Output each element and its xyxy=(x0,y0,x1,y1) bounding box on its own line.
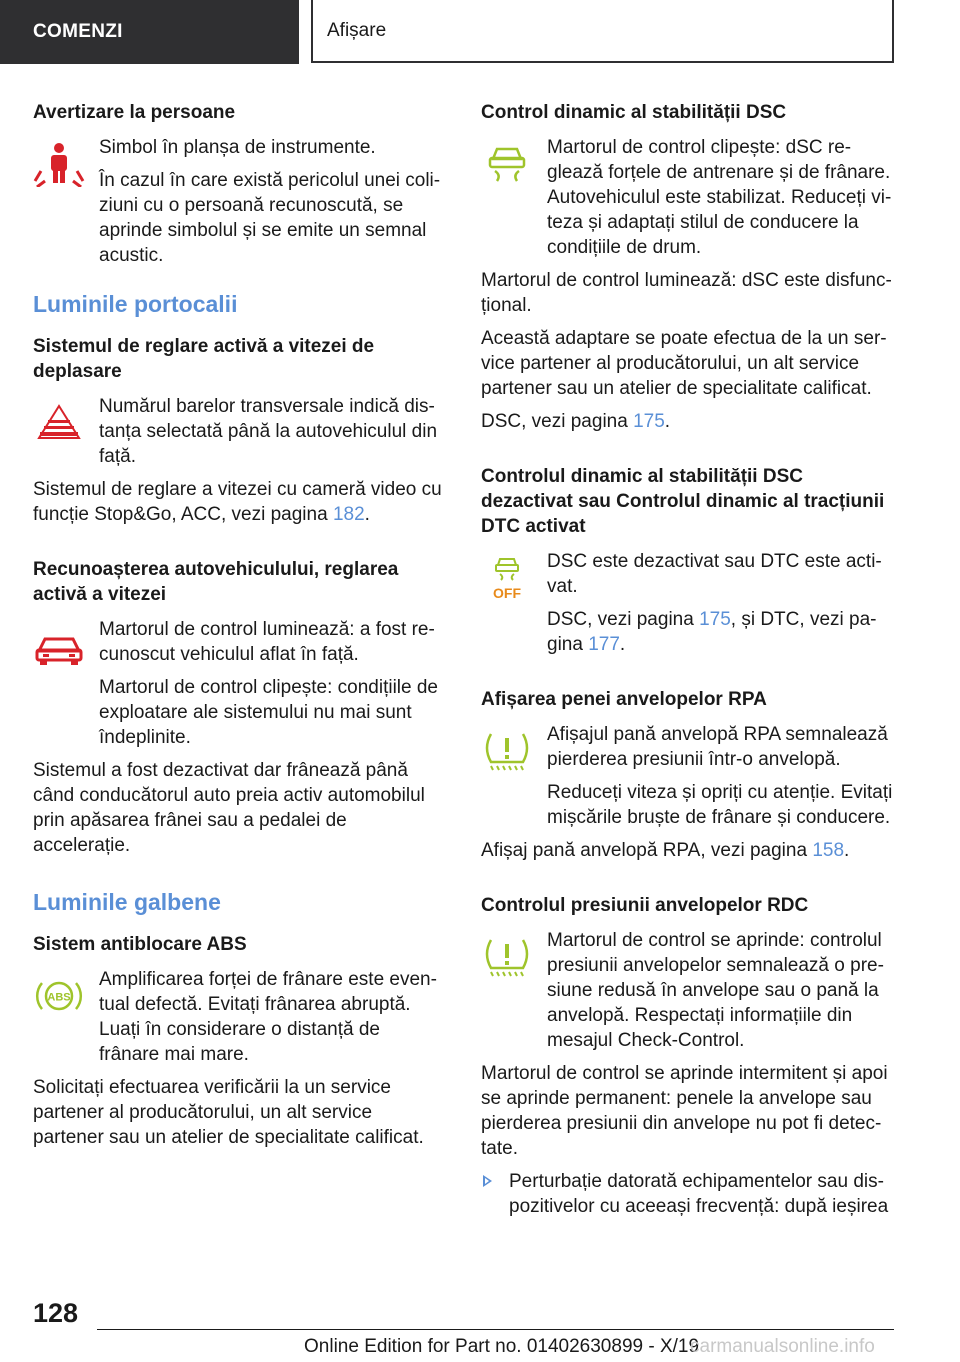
vehicle-title: Recunoașterea autovehiculului, reglarea activă a vitezei xyxy=(33,559,399,605)
acc-p2 xyxy=(33,477,443,527)
dsc-off-page-link-2[interactable]: 177 xyxy=(588,634,620,655)
dsc-p4-text: DSC, vezi pagina xyxy=(481,411,634,432)
dsc-off-p2-end: . xyxy=(619,634,626,655)
dsc-off-icon xyxy=(481,555,533,601)
dsc-off-p2b: , și DTC, vezi pagina xyxy=(547,609,877,655)
header-chapter-tab xyxy=(311,0,894,63)
rdc-bullet-text: Perturbație datorată echipamentelor sau dispozitivelor cu aceeași frecvență: după ieșirea xyxy=(509,1171,889,1217)
bullet-triangle-icon xyxy=(483,1175,492,1187)
rpa-p3-text: Afișaj pană anvelopă RPA, vezi pagina xyxy=(481,840,813,861)
dsc-p3: Această adaptare se poate efectua de la un service partener al producătorului, un alt service partener sau un atelier de specialitate calificat. xyxy=(481,328,887,399)
right-column xyxy=(481,100,897,1219)
acc-block xyxy=(33,394,443,469)
dsc-p2: Martorul de control luminează: dSC este disfuncțional. xyxy=(481,270,892,316)
dsc-icon xyxy=(481,141,533,187)
acc-p2-end: . xyxy=(364,504,370,525)
vehicle-detected-icon xyxy=(33,623,85,669)
abs-p2: Solicitați efectuarea verificării la un service partener al producătorului, un alt service partener sau un atelier de specialitate calificat. xyxy=(33,1077,424,1148)
pedestrian-p2 xyxy=(33,168,443,268)
dsc-p4-end: . xyxy=(664,411,671,432)
footer-rule xyxy=(97,1329,894,1330)
header-section: COMENZI xyxy=(33,21,123,42)
vehicle-block xyxy=(33,617,443,750)
vehicle-p2: Martorul de control clipește: condițiile de exploatare ale sistemului nu mai sunt îndeplinite. xyxy=(99,677,439,748)
acc-p1: Numărul barelor transversale indică distanța selectată până la autovehiculul din față. xyxy=(99,396,438,467)
rdc-bullet xyxy=(481,1169,897,1219)
rpa-p3-end: . xyxy=(844,840,850,861)
dsc-off-p1: DSC este dezactivat sau DTC este activat. xyxy=(547,551,882,597)
rdc-p2: Martorul de control se aprinde intermitent și apoi se aprinde permanent: penele la anvelope sau pierderea presiunii din anvelope nu pot fi detectate. xyxy=(481,1063,888,1159)
orange-lights-heading: Luminile portocalii xyxy=(33,291,238,317)
dsc-off-p2a: DSC, vezi pagina xyxy=(547,609,700,630)
rdc-p1: Martorul de control se aprinde: controlul presiunii anvelopelor semnalează o presiune redusă în anvelope sau o pană la anvelopă. Respectați informațiile din mesajul Check-Control. xyxy=(547,930,884,1051)
abs-p1: Amplificarea forței de frânare este eventual defectă. Evitați frânarea abruptă. Luați în considerare o distanță de frânare mai mare. xyxy=(99,969,437,1065)
dsc-title: Control dinamic al stabilității DSC xyxy=(481,102,787,123)
vehicle-p1: Martorul de control luminează: a fost recunoscut vehiculul aflat în față. xyxy=(99,619,435,665)
rdc-title: Controlul presiunii anvelopelor RDC xyxy=(481,895,809,916)
header-section-tab xyxy=(0,0,299,64)
pedestrian-p1: Simbol în planșa de instrumente. xyxy=(99,137,376,158)
pedestrian-p2-text: În cazul în care există pericolul unei coliziuni cu o persoană recunoscută, se aprinde simbolul și se emite un semnal acustic. xyxy=(99,170,441,266)
tire-warning-icon xyxy=(481,728,533,774)
svg-text:ABS: ABS xyxy=(47,991,71,1004)
dsc-block xyxy=(481,135,897,260)
dsc-off-page-link-1[interactable]: 175 xyxy=(699,609,731,630)
rpa-p2: Reduceți viteza și opriți cu atenție. Evitați mișcările bruște de frânare și conducere. xyxy=(547,782,893,828)
rpa-block xyxy=(481,722,897,830)
abs-block xyxy=(33,967,443,1067)
yellow-lights-heading: Luminile galbene xyxy=(33,889,221,915)
dsc-off-title: Controlul dinamic al stabilității DSC dezactivat sau Controlul dinamic al tracțiunii DTC activat xyxy=(481,466,885,537)
header-chapter: Afișare xyxy=(327,19,387,41)
distance-bars-icon xyxy=(33,400,85,446)
rpa-page-link[interactable]: 158 xyxy=(812,840,845,861)
dsc-page-link[interactable]: 175 xyxy=(633,411,665,432)
abs-title: Sistem antiblocare ABS xyxy=(33,934,247,955)
rdc-block xyxy=(481,928,897,1053)
dsc-off-p2 xyxy=(481,607,897,657)
dsc-p1: Martorul de control clipește: dSC reglează forțele de antrenare și de frânare. Autovehiculul este stabilizat. Reduceți viteza și adaptați stilul de conducere la condițiile de drum. xyxy=(547,137,892,258)
dsc-off-block xyxy=(481,549,897,657)
abs-icon xyxy=(33,973,85,1019)
pedestrian-warning-icon xyxy=(33,141,85,187)
rpa-p1: Afișajul pană anvelopă RPA semnalează pierderea presiunii într-o anvelopă. xyxy=(547,724,888,770)
vehicle-p3: Sistemul a fost dezactivat dar frânează până când conducătorul auto preia activ automobilul prin apăsarea frânei sau a pedalei de accelerație. xyxy=(33,760,425,856)
acc-title: Sistemul de reglare activă a vitezei de deplasare xyxy=(33,336,375,382)
pedestrian-title: Avertizare la persoane xyxy=(33,102,236,123)
page-number: 128 xyxy=(33,1298,79,1328)
rpa-p3 xyxy=(481,838,897,863)
acc-page-link[interactable]: 182 xyxy=(332,504,365,525)
rpa-title: Afișarea penei anvelopelor RPA xyxy=(481,689,767,710)
pedestrian-block xyxy=(33,135,443,268)
dsc-p4 xyxy=(481,409,897,434)
footer-edition: Online Edition for Part no. 01402630899 - X/19 xyxy=(304,1336,700,1357)
acc-p2-text: Sistemul de reglare a vitezei cu cameră video cu funcție Stop&Go, ACC, vezi pagina xyxy=(33,479,442,525)
tire-pressure-icon xyxy=(481,934,533,980)
left-column xyxy=(33,100,443,1158)
footer-watermark: carmanualsonline.info xyxy=(690,1336,875,1357)
dsc-off-icon-label: OFF xyxy=(493,585,521,601)
